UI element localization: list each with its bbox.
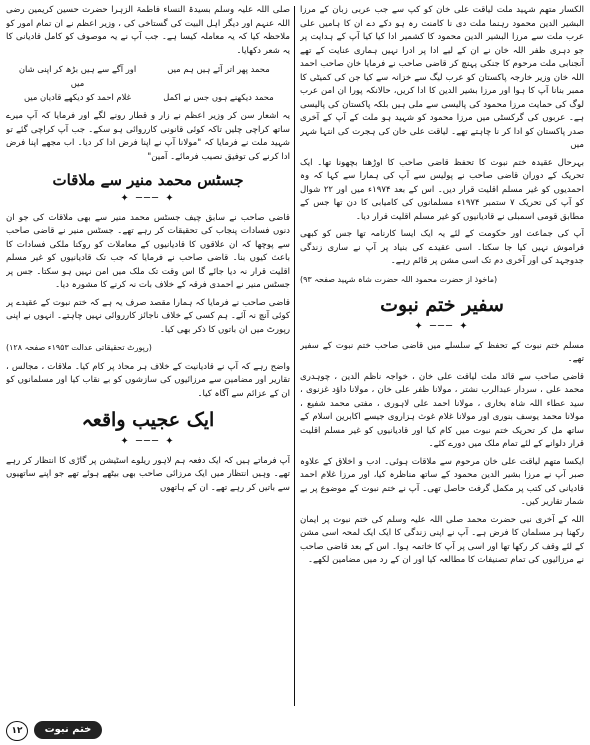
right-column: [300, 4, 584, 741]
paragraph: صلی اللہ علیہ وسلم بسیدۃ النساء فاطمۃ الزہرا حضرت حسین کریمین رضی اللہ عنہم اور دیگر اہل البیت کی گستاخی کی ، وزیر اعظم نے ان تمام امور کو ملاحظہ کیا کہ یہ معاملہ کیسا ہے۔ جب آپ نے یہ موصوف کو کامل قادیانی کا یہ شعر دکھایا۔: [6, 5, 290, 56]
paragraph: ایکسا متھم لیاقت علی خان مرحوم سے ملاقات ہوئی۔ ادب و اخلاق کے علاوہ صبر آپ نے مرزا بشیر الدین محمود کے ساتھ مناظرہ کیا، اور مرزا غلام احمد قادیانی کی کتب پر مکمل گرفت حاصل تھی۔ آپ نے ختم نبوت کے موضوع پر بے شمار تقاریر کیں۔: [300, 456, 584, 507]
paragraph: قاضی صاحب سے قائد ملت لیاقت علی خان ، خواجہ ناظم الدین ، چوہدری محمد علی ، سردار عبدالرب نشتر ، مولانا ظفر علی خان ، مولانا داؤد غزنوی ، سید عطاء اللہ شاہ بخاری ، مولانا احمد علی لاہوری ، مفتی محمد شفیع ، مولانا محمد یوسف بنوری اور مولانا غلام غوث ہزاروی جیسے اکابرین اسلام کے ساتھ مل کر تحریک ختم نبوت میں کام کیا اور قادیانیوں کو غیر مسلم اقلیت قرار دلوانے کے لئے تمام ملک میں دورے کئے۔: [300, 371, 584, 449]
section-heading-justice-munir: جسٹس محمد منیر سے ملاقات: [52, 171, 244, 189]
magazine-name-badge: ختم نبوت: [34, 721, 102, 739]
left-column: [6, 4, 290, 741]
paragraph: آپ کی جماعت اور حکومت کے لئے یہ ایک ایسا کارنامہ تھا جس کو کبھی فراموش نہیں کیا جا سکتا۔ اسی عقیدے کی بنیاد پر آپ نے ساری زندگی جدوجہد کی اور آخری دم تک اسی مشن پر قائم رہے۔: [300, 229, 584, 266]
column-divider: [294, 6, 295, 706]
paragraph: مسلم ختم نبوت کے تحفظ کے سلسلے میں قاضی صاحب ختم نبوت کے سفیر تھے۔: [300, 340, 584, 364]
paragraph: یہ اشعار سن کر وزیر اعظم نے زار و قطار رونے لگے اور فرمایا کہ آپ میرے ساتھ کراچی چلیں تاکہ کوئی قانونی کارروائی ہو سکے۔ جب آپ کراچی گئے تو شہید ملت نے فرمایا کہ "مولانا آپ نے اپنا فرض ادا کر دیا۔ اب مجھے اپنا فرض ادا کرنے کی توفیق نصیب فرمائے۔ آمین": [6, 111, 290, 162]
section-heading-safeer-khatm-nabuwat: سفیر ختم نبوت: [380, 294, 504, 316]
section-heading-ajeeb-waqia: ایک عجیب واقعہ: [81, 409, 215, 431]
paragraph: آپ فرماتے ہیں کہ ایک دفعہ ہم لاہور ریلوے اسٹیشن پر گاڑی کا انتظار کر رہے تھے۔ وہیں انتظار میں ایک مرزائی صاحب بھی بیٹھے ہوئے تھے جو اپنے ساتھیوں سے باتیں کر رہے تھے۔ ان کے ہاتھوں: [6, 455, 290, 493]
reference-note: (ماخوذ از حضرت محمود اللہ حضرت شاہ شہید صفحہ ۹۳): [300, 274, 498, 284]
poem-line: محمد دیکھنے ہوں جس نے اکمل: [163, 92, 274, 102]
page-number: ۱۲: [6, 721, 28, 741]
magazine-page: [6, 4, 584, 741]
poem-couplets: [16, 62, 280, 104]
poem-line: محمد پھر اتر آئے ہیں ہم میں: [167, 64, 270, 74]
paragraph: قاضی صاحب نے سابق چیف جسٹس محمد منیر سے بھی ملاقات کی جو ان دنوں فسادات پنجاب کی تحقیقات کر رہے تھے۔ جسٹس منیر نے قاضی صاحب سے پوچھا کہ ان علاقوں کا قادیانیوں کے معاملات کو روکنا ملکی فسادات کا باعث کیوں بنا۔ قاضی صاحب نے فرمایا کہ جب تک قادیانیوں کو غیر مسلم اقلیت قرار نہ دیا جائے گا اس وقت تک ملک میں امن نہیں ہو سکتا۔ جس پر جسٹس منیر نے احمدی فرقہ کے خلاف بات نہ کرنے کا مشورہ دیا۔: [6, 212, 290, 290]
paragraph: اللہ کے آخری نبی حضرت محمد صلی اللہ علیہ وسلم کی ختم نبوت پر ایمان رکھنا ہر مسلمان کا فرض ہے۔ آپ نے اپنی زندگی کا ایک ایک لمحہ اسی مشن کے لئے وقف کر رکھا تھا اور اسی پر آپ کا خاتمہ ہوا۔ اس کے بعد قاضی صاحب نے مرزائیوں کی تمام تصنیفات کا مطالعہ کیا اور ان کے رد میں مضامین لکھے۔: [300, 514, 584, 565]
poem-line: اور آگے سے ہیں بڑھ کر اپنی شان میں: [18, 64, 137, 88]
heading-ornament: ✦ ─── ✦: [414, 321, 470, 332]
paragraph: قاضی صاحب نے فرمایا کہ ہمارا مقصد صرف یہ ہے کہ ختم نبوت کے عقیدے پر کوئی آنچ نہ آئے۔ ہم کسی کے خلاف ناجائز کارروائی نہیں چاہتے۔ انہوں نے اپنی رپورٹ میں ان باتوں کا ذکر بھی کیا۔: [6, 297, 290, 335]
paragraph: بہرحال عقیدہ ختم نبوت کا تحفظ قاضی صاحب کا اوڑھنا بچھونا تھا۔ ایک تحریک کے دوران قاضی صاحب نے پولیس سے آپ کی ہمارا سے کہا کہ وہ احمدیوں کو غیر مسلم اقلیت قرار دیں۔ اس کے بعد ۱۹۷۴ء میں اور ۲۲ شوال کو آپ کی تحریک ۷ ستمبر ۱۹۷۴ء مسلمانوں کی کامیابی کا دن تھا جس کے مطابق قومی اسمبلی نے قادیانیوں کو غیر مسلم اقلیت قرار دیا۔: [300, 157, 584, 222]
paragraph: واضح رہے کہ آپ نے قادیانیت کے خلاف ہر محاذ پر کام کیا۔ ملاقات ، مجالس ، تقاریر اور مضامین سے مرزائیوں کی سازشوں کو بے نقاب کیا اور مسلمانوں کو ان کے عزائم سے آگاہ کیا۔: [6, 361, 290, 399]
page-footer: [6, 719, 186, 741]
paragraph: الکسار متھم شہید ملت لیاقت علی خان کو کپ سے جب عربی زبان کے مرزا البشیر الدین محمود رہنما ملت دی نا کامنت رہ ہو دکے دے ان کا ہامیں علی عرب ملت سے مرزا البشیر الدین محمود کا کشمیر ادا کیا کیا آپ کے ہدایت پر جو دہری ظفر اللہ خان نے ان کے لیے ادا پر ادرا نہیں ہماری عنایت کے تھے آنجنابی ملت مرحوم کا جنکی پہنچ کر قاضی صاحب نے فرمایا خان صاحب احمد اللہ خان وزیر خارجہ پاکستان کو عرب لیگ سے خزانہ سے کیا جن کی کمیٹی کا ممبر بنانا آپ کا ہوا اور مرزا بشیر الدین کا ادا کریں، حالانکہ پورا ان امن عرب لوگ کی حمایت مرزا محمود کی پالیسی سے ملی ہیں بلکہ پاکستان کی پالیسی ہے۔ عربوں کی گرکسٹی میں مرزا محمود کو شہید ہو ملت کے آپ کے آخری صدر پاکستان کو ادا کر نا چاہتے تھے۔ لیاقت علی خان کی ہجرت کی انتہا شہر میں: [300, 5, 584, 150]
poem-line: غلام احمد کو دیکھے قادیان میں: [23, 92, 132, 102]
heading-ornament: ✦ ─── ✦: [120, 193, 176, 204]
heading-ornament: ✦ ─── ✦: [120, 436, 176, 447]
reference-note: (رپورٹ تحقیقاتی عدالت ۱۹۵۳ء صفحہ ۱۲۸): [6, 343, 152, 352]
